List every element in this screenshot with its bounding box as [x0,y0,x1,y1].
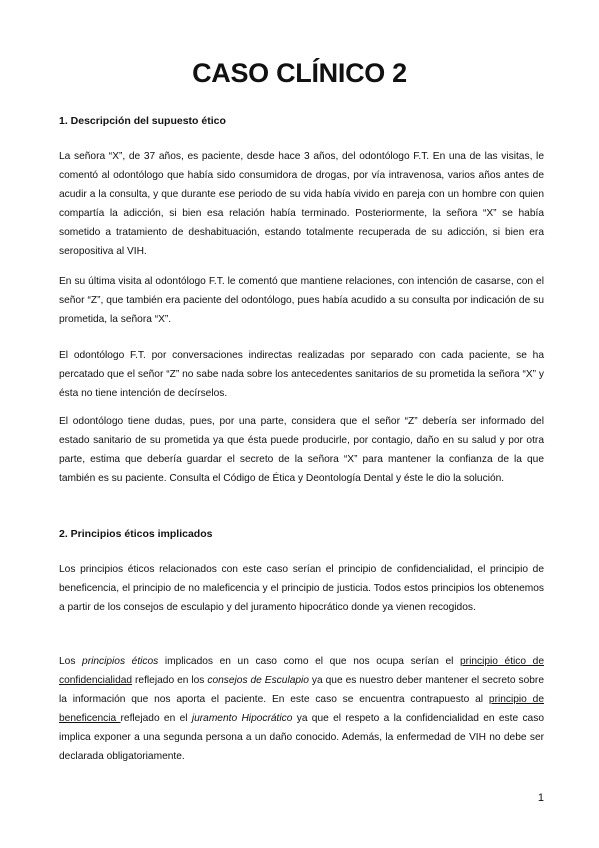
page-number: 1 [537,792,544,804]
section-heading-description: 1. Descripción del supuesto ético [59,115,226,127]
text-run: reflejado en los [132,675,208,686]
paragraph-principles-summary: Los principios éticos relacionados con este caso serían el principio de confidencialidad, el principio de beneficencia, el principio de no maleficencia y el principio de justicia. Todos estos principios los obtenemos a partir de los consejos de esculapio y del juramento hipocrático donde ya vienen recogidos. [59,564,544,613]
underlined-term-beneficencia: principio de beneficencia [59,694,545,724]
italic-term-juramento-hipocratico: juramento Hipocrático [191,713,293,724]
text-run: ya que el respeto a la confidencialidad en este caso implica exponer a una segunda persona a un daño conocido. Además, la enfermedad de VIH no debe ser declarada obligatoriamente. [59,713,544,762]
text-run: reflejado en el [120,713,192,724]
paragraph-case-intro: La señora “X”, de 37 años, es paciente, desde hace 3 años, del odontólogo F.T. En una de las visitas, le comentó al odontólogo que había sido consumidora de drogas, por vía intravenosa, varios años antes de acudir a la consulta, y que durante ese periodo de su vida había vivido en pareja con un hombre con quien compartía la adicción, si bien esa relación había terminado. Posteriormente, la señora “X” se había sometido a tratamiento de deshabituación, estando totalmente recuperada de su adicción, si bien era seropositiva al VIH. [59,151,544,257]
italic-term-consejos-esculapio: consejos de Esculapio [207,675,309,686]
paragraph-dentist-doubts: El odontólogo tiene dudas, pues, por una parte, considera que el señor “Z” debería ser informado del estado sanitario de su prometida ya que ésta puede producirle, por contagio, daño en su salud y por otra parte, estima que debería guardar el secreto de la señora “X” para mantener la confianza de la que también es su paciente. Consulta el Código de Ética y Deontología Dental y éste le dio la solución. [59,416,544,484]
paragraph-last-visit: En su última visita al odontólogo F.T. le comentó que mantiene relaciones, con intención de casarse, con el señor “Z”, que también era paciente del odontólogo, pues había acudido a su consulta por indicación de su prometida, la señora “X”. [59,276,544,325]
text-run: Los [59,656,83,667]
section-heading-principles: 2. Principios éticos implicados [59,528,213,540]
italic-term-principios-eticos: principios éticos [82,656,159,667]
paragraph-indirect-conversations: El odontólogo F.T. por conversaciones indirectas realizadas por separado con cada paciente, se ha percatado que el señor “Z” no sabe nada sobre los antecedentes sanitarios de su prometida la señora “X” y ésta no tiene intención de decírselos. [59,350,544,399]
underlined-term-confidencialidad: principio ético de confidencialidad [59,656,544,686]
page-title: CASO CLÍNICO 2 [192,58,407,88]
text-run: implicados en un caso como el que nos ocupa serían el [158,656,461,667]
text-run: ya que es nuestro deber mantener el secreto sobre la información que nos aporta el paciente. En este caso se encuentra contrapuesto al [59,675,544,705]
paragraph-principles-detail [59,652,544,766]
